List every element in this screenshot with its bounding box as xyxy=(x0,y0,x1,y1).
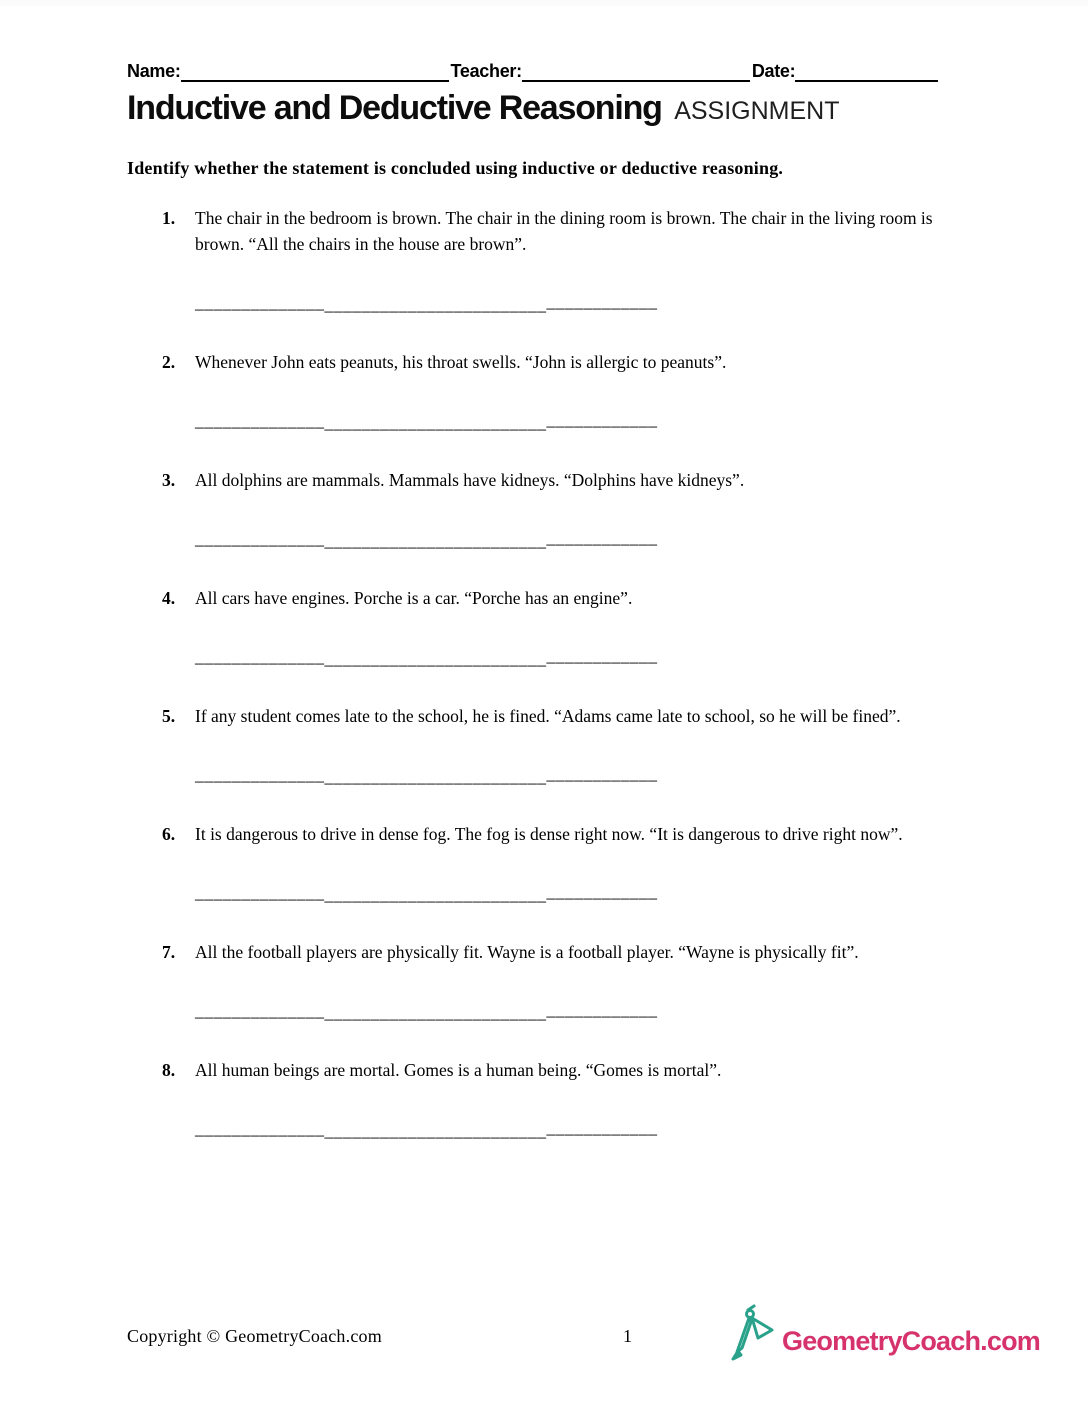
page-title: Inductive and Deductive Reasoning xyxy=(127,89,662,127)
question-8 xyxy=(127,1057,945,1140)
question-number: 7. xyxy=(162,942,176,962)
title-row xyxy=(127,89,945,128)
compass-icon xyxy=(728,1304,780,1364)
answer-blank-3 xyxy=(195,525,945,550)
blank-segment: ________________________ xyxy=(324,765,547,786)
blank-segment: ______________ xyxy=(195,1118,325,1138)
question-text: All the football players are physically fit. Wayne is a football player. “Wayne is physically fit”. xyxy=(195,942,859,962)
name-label: Name: xyxy=(127,61,181,81)
question-text: The chair in the bedroom is brown. The chair in the dining room is brown. The chair in the living room is brown. “All the chairs in the house are brown”. xyxy=(195,208,933,254)
blank-segment: ______________ xyxy=(195,528,325,548)
answer-blank-8 xyxy=(195,1115,945,1140)
blank-segment: ________________________ xyxy=(324,529,547,550)
answer-blank-6 xyxy=(195,879,945,904)
date-label: Date: xyxy=(751,61,796,81)
page-footer xyxy=(127,1304,1040,1368)
blank-segment: ____________ xyxy=(546,527,658,547)
copyright-text: Copyright © GeometryCoach.com xyxy=(127,1326,382,1346)
student-info-line xyxy=(127,60,945,82)
question-1 xyxy=(127,205,945,314)
blank-segment: ________________________ xyxy=(324,883,547,904)
geometrycoach-logo xyxy=(728,1304,1040,1364)
answer-blank-4 xyxy=(195,643,945,668)
blank-segment: ________________________ xyxy=(324,293,547,314)
question-number: 1. xyxy=(162,208,176,228)
blank-segment: ________________________ xyxy=(324,1119,547,1140)
question-text: All human beings are mortal. Gomes is a human being. “Gomes is mortal”. xyxy=(195,1060,722,1080)
page-number: 1 xyxy=(623,1326,632,1346)
question-text: All dolphins are mammals. Mammals have kidneys. “Dolphins have kidneys”. xyxy=(195,470,745,490)
question-number: 8. xyxy=(162,1060,176,1080)
name-blank-line xyxy=(181,62,449,82)
blank-segment: ______________ xyxy=(195,764,325,784)
blank-segment: ____________ xyxy=(546,881,658,901)
answer-blank-5 xyxy=(195,761,945,786)
answer-blank-1 xyxy=(195,289,945,314)
question-list xyxy=(127,205,945,1140)
question-7 xyxy=(127,939,945,1022)
question-number: 6. xyxy=(162,824,176,844)
question-number: 2. xyxy=(162,352,176,372)
date-blank-line xyxy=(795,62,938,82)
page-subtitle: ASSIGNMENT xyxy=(674,97,840,125)
question-text: If any student comes late to the school, he is fined. “Adams came late to school, so he will be fined”. xyxy=(195,706,901,726)
blank-segment: ____________ xyxy=(546,291,658,311)
blank-segment: ______________ xyxy=(195,882,325,902)
blank-segment: ________________________ xyxy=(324,1001,547,1022)
question-number: 4. xyxy=(162,588,176,608)
question-3 xyxy=(127,467,945,550)
blank-segment: ______________ xyxy=(195,1000,325,1020)
question-number: 5. xyxy=(162,706,176,726)
answer-blank-2 xyxy=(195,407,945,432)
answer-blank-7 xyxy=(195,997,945,1022)
blank-segment: ____________ xyxy=(546,763,658,783)
blank-segment: ____________ xyxy=(546,999,658,1019)
question-4 xyxy=(127,585,945,668)
blank-segment: ________________________ xyxy=(324,647,547,668)
teacher-blank-line xyxy=(522,62,750,82)
blank-segment: ____________ xyxy=(546,409,658,429)
logo-wordmark: GeometryCoach.com xyxy=(782,1325,1040,1356)
blank-segment: ______________ xyxy=(195,410,325,430)
teacher-label: Teacher: xyxy=(450,61,522,81)
blank-segment: ______________ xyxy=(195,292,325,312)
blank-segment: ____________ xyxy=(546,645,658,665)
blank-segment: ______________ xyxy=(195,646,325,666)
question-number: 3. xyxy=(162,470,176,490)
question-2 xyxy=(127,349,945,432)
question-5 xyxy=(127,703,945,786)
question-text: It is dangerous to drive in dense fog. The fog is dense right now. “It is dangerous to drive right now”. xyxy=(195,824,903,844)
question-text: Whenever John eats peanuts, his throat swells. “John is allergic to peanuts”. xyxy=(195,352,727,372)
question-6 xyxy=(127,821,945,904)
blank-segment: ____________ xyxy=(546,1117,658,1137)
question-text: All cars have engines. Porche is a car. “Porche has an engine”. xyxy=(195,588,633,608)
blank-segment: ________________________ xyxy=(324,411,547,432)
instruction-text: Identify whether the statement is concluded using inductive or deductive reasoning. xyxy=(127,158,784,178)
